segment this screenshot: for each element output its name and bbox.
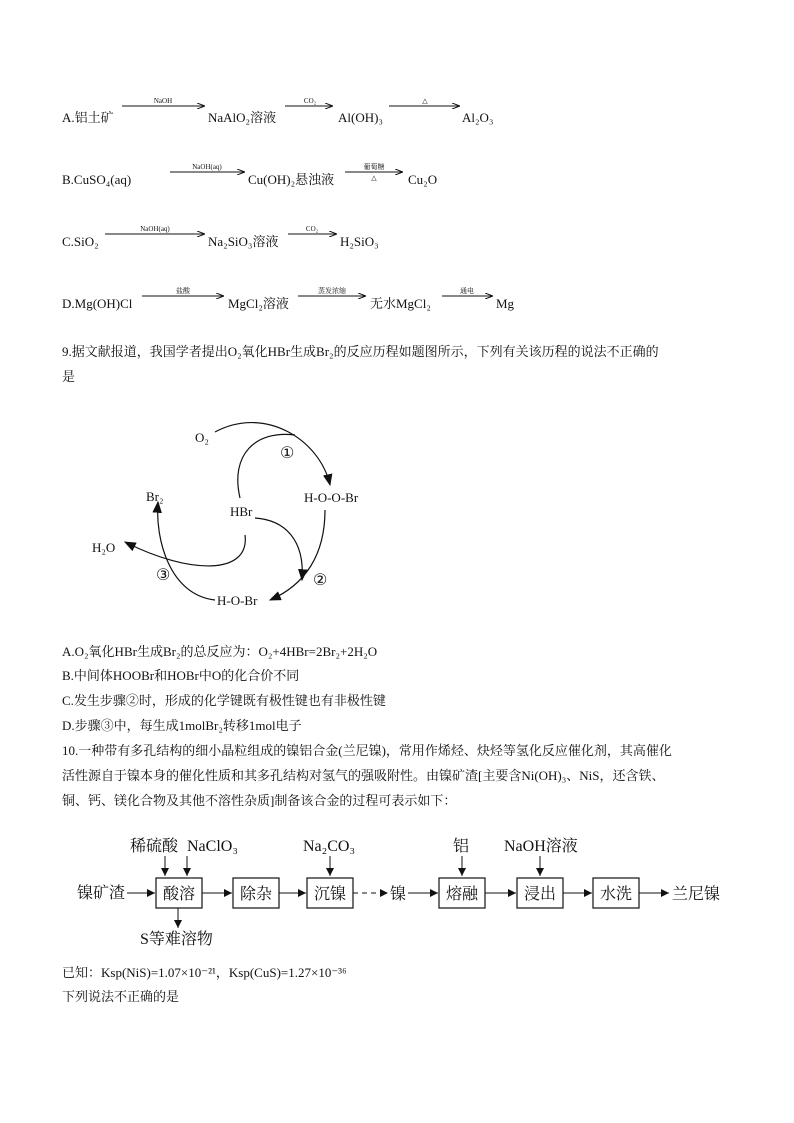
step-2-marker: ② (313, 572, 328, 589)
b-condition: △ (371, 174, 377, 182)
arc-hbr-step3 (125, 535, 245, 566)
d-start: D.Mg(OH)Cl (62, 296, 133, 311)
label-hoobr: H-O-O-Br (304, 490, 359, 505)
option-a (62, 97, 493, 125)
q9-stem-line1: 9.据文献报道，我国学者提出O₂氧化HBr生成Br₂的反应历程如题图所示，下列有关该历程的说法不正确的 (62, 344, 659, 359)
b-start: B.CuSO₄(aq) (62, 172, 132, 187)
input-na2co3: Na₂CO₃ (303, 838, 356, 855)
step-1-marker: ① (280, 445, 295, 462)
a-start: A.铝土矿 (62, 110, 114, 125)
reaction-mechanism-diagram (80, 400, 400, 620)
step-3-marker: ③ (156, 567, 171, 584)
d-product-2: 无水MgCl₂ (370, 296, 431, 311)
box-impurity-removal: 除杂 (240, 886, 273, 903)
start-nickel-slag: 镍矿渣 (77, 885, 126, 902)
a-reagent-3: △ (422, 97, 428, 105)
d-product-3: Mg (496, 296, 515, 311)
q9-option-c: C.发生步骤②时，形成的化学键既有极性键也有非极性键 (62, 693, 386, 708)
label-hbr: HBr (230, 504, 253, 519)
a-reagent-1: NaOH (153, 97, 173, 105)
box-water-wash: 水洗 (600, 886, 633, 903)
arc-hbr-step2 (255, 518, 302, 580)
input-aluminum: 铝 (453, 838, 470, 855)
box-leaching: 浸出 (524, 886, 557, 903)
arc-o2-to-hoobr (215, 423, 330, 485)
q8-options (0, 0, 794, 330)
option-b (62, 162, 437, 187)
label-br2: Br₂ (146, 489, 164, 504)
label-h2o: H₂O (92, 540, 116, 555)
q10-ask: 下列说法不正确的是 (62, 989, 180, 1004)
label-o2: O₂ (195, 430, 209, 445)
b-reagent-1: NaOH(aq) (192, 163, 222, 171)
d-reagent-3: 通电 (460, 287, 474, 295)
c-product-2: H₂SiO₃ (340, 234, 379, 249)
a-product-1: NaAlO₂溶液 (208, 110, 277, 125)
process-flowchart (60, 828, 740, 953)
c-reagent-2: CO₂ (305, 225, 319, 233)
a-product-2: Al(OH)₃ (338, 110, 383, 125)
input-naoh: NaOH溶液 (504, 838, 578, 855)
arc-hobr-to-br2 (158, 502, 215, 600)
q10-stem-line2: 活性源自于镍本身的催化性质和其多孔结构对氢气的强吸附性。由镍矿渣[主要含Ni(OH)₃、NiS，还含铁、 (62, 768, 665, 783)
q9-option-d: D.步骤③中，每生成1molBr₂转移1mol电子 (62, 718, 302, 733)
a-product-3: Al₂O₃ (462, 110, 494, 125)
input-naclo3: NaClO₃ (187, 838, 238, 855)
d-product-1: MgCl₂溶液 (228, 296, 289, 311)
q10-stem-line3: 铜、钙、镁化合物及其他不溶性杂质]制备该合金的过程可表示如下： (62, 793, 457, 808)
c-product-1: Na₂SiO₃溶液 (208, 234, 279, 249)
product-raney-nickel: 兰尼镍 (672, 886, 721, 903)
option-d (62, 286, 515, 311)
q9-option-b: B.中间体HOOBr和HOBr中O的化合价不同 (62, 668, 300, 683)
intermediate-nickel: 镍 (390, 886, 407, 903)
d-reagent-2: 蒸发浓缩 (318, 287, 346, 295)
b-reagent-2: 葡萄糖 (363, 163, 385, 171)
q10-known-ksp: 已知：Ksp(NiS)=1.07×10⁻²¹，Ksp(CuS)=1.27×10⁻³⁶ (62, 965, 347, 980)
output-insoluble-s: S等难溶物 (140, 931, 213, 948)
arc-hbr-step1 (238, 434, 295, 498)
a-reagent-2: CO₂ (303, 97, 317, 105)
q9-stem-line2: 是 (62, 369, 76, 384)
box-melting: 熔融 (446, 886, 479, 903)
q9-option-a: A.O₂氧化HBr生成Br₂的总反应为：O₂+4HBr=2Br₂+2H₂O (62, 644, 378, 659)
d-reagent-1: 盐酸 (176, 287, 190, 295)
label-hobr: H-O-Br (217, 593, 258, 608)
q10-stem-line1: 10.一种带有多孔结构的细小晶粒组成的镍铝合金(兰尼镍)，常用作烯烃、炔烃等氢化反应催化剂，其高催化 (62, 743, 672, 758)
box-nickel-precipitation: 沉镍 (314, 886, 347, 903)
box-acid-dissolve: 酸溶 (163, 886, 196, 903)
c-reagent-1: NaOH(aq) (140, 225, 170, 233)
b-product-2: Cu₂O (408, 172, 438, 187)
input-sulfuric-acid: 稀硫酸 (130, 838, 179, 855)
b-product-1: Cu(OH)₂悬浊液 (248, 172, 335, 187)
option-c (62, 225, 379, 249)
c-start: C.SiO₂ (62, 234, 99, 249)
